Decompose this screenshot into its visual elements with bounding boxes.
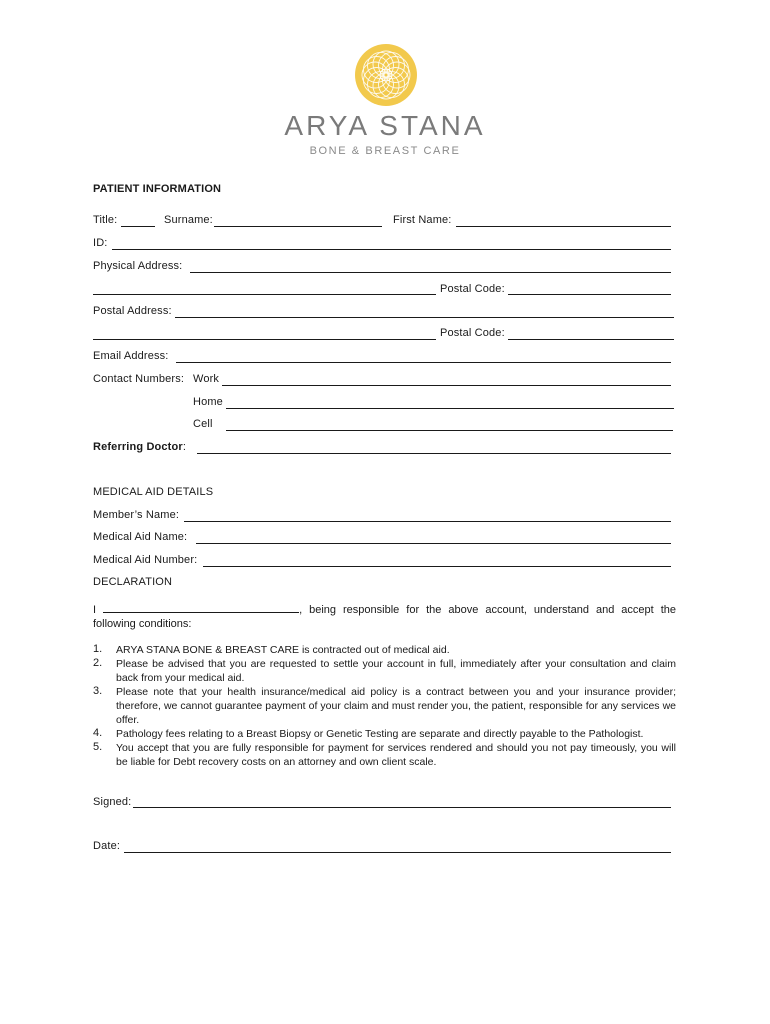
postal-address-field[interactable] [175, 317, 674, 318]
signature-field[interactable] [133, 807, 671, 808]
declaration-intro: I , being responsible for the above account, understand and accept the following conditions: [93, 604, 676, 630]
condition-number: 2. [93, 657, 103, 669]
condition-text: Pathology fees relating to a Breast Biopsy or Genetic Testing are separate and directly payable to the Pathologist. [116, 728, 644, 740]
email-label: Email Address: [93, 350, 169, 362]
referring-doctor-label: Referring Doctor: [93, 441, 187, 453]
surname-field[interactable] [214, 226, 382, 227]
declarant-name-field[interactable] [103, 603, 299, 613]
id-field[interactable] [112, 249, 671, 250]
id-label: ID: [93, 237, 108, 249]
title-label: Title: [93, 214, 118, 226]
date-label: Date: [93, 840, 121, 852]
medical-aid-number-field[interactable] [203, 566, 671, 567]
declaration-heading: DECLARATION [93, 576, 173, 588]
email-field[interactable] [176, 362, 671, 363]
title-field[interactable] [121, 226, 155, 227]
signed-label: Signed: [93, 796, 132, 808]
medical-aid-name-field[interactable] [196, 543, 671, 544]
postal-code-field-2[interactable] [508, 339, 674, 340]
mandala-logo [354, 43, 418, 107]
condition-text: Please be advised that you are requested to settle your account in full, immediately after your consultation and claim back from your medical aid. [116, 658, 676, 684]
work-label: Work [193, 373, 220, 385]
brand-name: ARYA STANA [284, 110, 486, 141]
postal-code-label-2: Postal Code: [440, 327, 505, 339]
home-label: Home [193, 396, 223, 408]
physical-address-field[interactable] [190, 272, 671, 273]
medical-aid-heading: MEDICAL AID DETAILS [93, 486, 214, 498]
member-name-label: Member’s Name: [93, 509, 180, 521]
first-name-field[interactable] [456, 226, 671, 227]
member-name-field[interactable] [184, 521, 671, 522]
condition-number: 5. [93, 741, 103, 753]
medical-aid-number-label: Medical Aid Number: [93, 554, 198, 566]
brand-tagline: BONE & BREAST CARE [309, 145, 461, 157]
physical-address-label: Physical Address: [93, 260, 183, 272]
contact-numbers-label: Contact Numbers: [93, 373, 185, 385]
home-number-field[interactable] [226, 408, 674, 409]
postal-code-field[interactable] [508, 294, 671, 295]
work-number-field[interactable] [222, 385, 671, 386]
patient-heading: PATIENT INFORMATION [93, 183, 222, 195]
medical-aid-name-label: Medical Aid Name: [93, 531, 188, 543]
postal-address-label: Postal Address: [93, 305, 172, 317]
condition-number: 3. [93, 685, 103, 697]
postal-code-label: Postal Code: [440, 283, 505, 295]
cell-number-field[interactable] [226, 430, 673, 431]
first-name-label: First Name: [393, 214, 452, 226]
condition-number: 4. [93, 727, 103, 739]
condition-text: Please note that your health insurance/medical aid policy is a contract between you and your insurance provider; therefore, we cannot guarantee payment of your claim and must render you, the patient, responsible for any services we offer. [116, 686, 676, 726]
physical-address-line-2[interactable] [93, 294, 436, 295]
referring-doctor-field[interactable] [197, 453, 671, 454]
surname-label: Surname: [164, 214, 213, 226]
condition-number: 1. [93, 643, 103, 655]
condition-text: You accept that you are fully responsible for payment for services rendered and should you not pay timeously, you will be liable for Debt recovery costs on an attorney and own client scale. [116, 742, 676, 768]
postal-address-line-2[interactable] [93, 339, 436, 340]
condition-text: ARYA STANA BONE & BREAST CARE is contracted out of medical aid. [116, 644, 450, 656]
cell-label: Cell [193, 418, 213, 430]
date-field[interactable] [124, 852, 671, 853]
